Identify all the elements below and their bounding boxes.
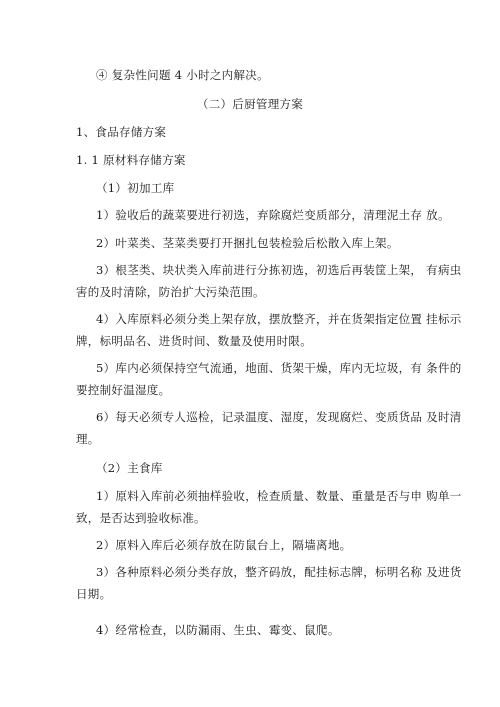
heading-food-storage: 1、食品存储方案 xyxy=(76,125,167,139)
prep-item-3-line-1: 3）根茎类、块状类入库前进行分拣初选，初选后再装筐上架， 有病虫 xyxy=(96,263,462,277)
staple-item-2: 2）原料入库后必须存放在防鼠台上，隔墙离地。 xyxy=(96,538,352,552)
staple-item-1-line-2: 致，是否达到验收标准。 xyxy=(76,511,206,525)
heading-prep-storeroom: （1）初加工库 xyxy=(96,181,175,195)
staple-item-4: 4）经常检查，以防漏雨、生虫、霉变、鼠爬。 xyxy=(96,623,340,637)
prep-item-6-line-2: 理。 xyxy=(76,432,100,446)
prep-item-5-line-1: 5）库内必须保持空气流通，地面、货架干燥，库内无垃圾，有 条件的 xyxy=(96,361,462,375)
heading-raw-material-storage: 1. 1 原材料存储方案 xyxy=(76,153,186,167)
prep-item-6-line-1: 6）每天必须专人巡检，记录温度、湿度，发现腐烂、变质货品 及时清 xyxy=(96,410,462,424)
prep-item-5-line-2: 要控制好温湿度。 xyxy=(76,383,171,397)
prep-item-4-line-1: 4）入库原料必须分类上架存放，摆放整齐，并在货架指定位置 挂标示 xyxy=(96,312,462,326)
staple-item-3-line-1: 3）各种原料必须分类存放，整齐码放，配挂标志牌，标明名称 及进货 xyxy=(96,565,462,579)
prep-item-1: 1）验收后的蔬菜要进行初选，弃除腐烂变质部分，清理泥土存 放。 xyxy=(96,208,450,222)
prep-item-3-line-2: 害的及时清除，防治扩大污染范围。 xyxy=(76,285,265,299)
staple-item-1-line-1: 1）原料入库前必须抽样验收，检查质量、数量、重量是否与申 购单一 xyxy=(96,489,462,503)
heading-staple-storeroom: （2）主食库 xyxy=(96,461,163,475)
prep-item-2: 2）叶菜类、茎菜类要打开捆扎包装检验后松散入库上架。 xyxy=(96,236,399,250)
prep-item-4-line-2: 牌，标明品名、进货时间、数量及使用时限。 xyxy=(76,334,312,348)
staple-item-3-line-2: 日期。 xyxy=(76,587,112,601)
complex-issue-line: ④ 复杂性问题 4 小时之内解决。 xyxy=(96,68,269,82)
section-heading-kitchen-management: （二）后厨管理方案 xyxy=(196,97,304,111)
